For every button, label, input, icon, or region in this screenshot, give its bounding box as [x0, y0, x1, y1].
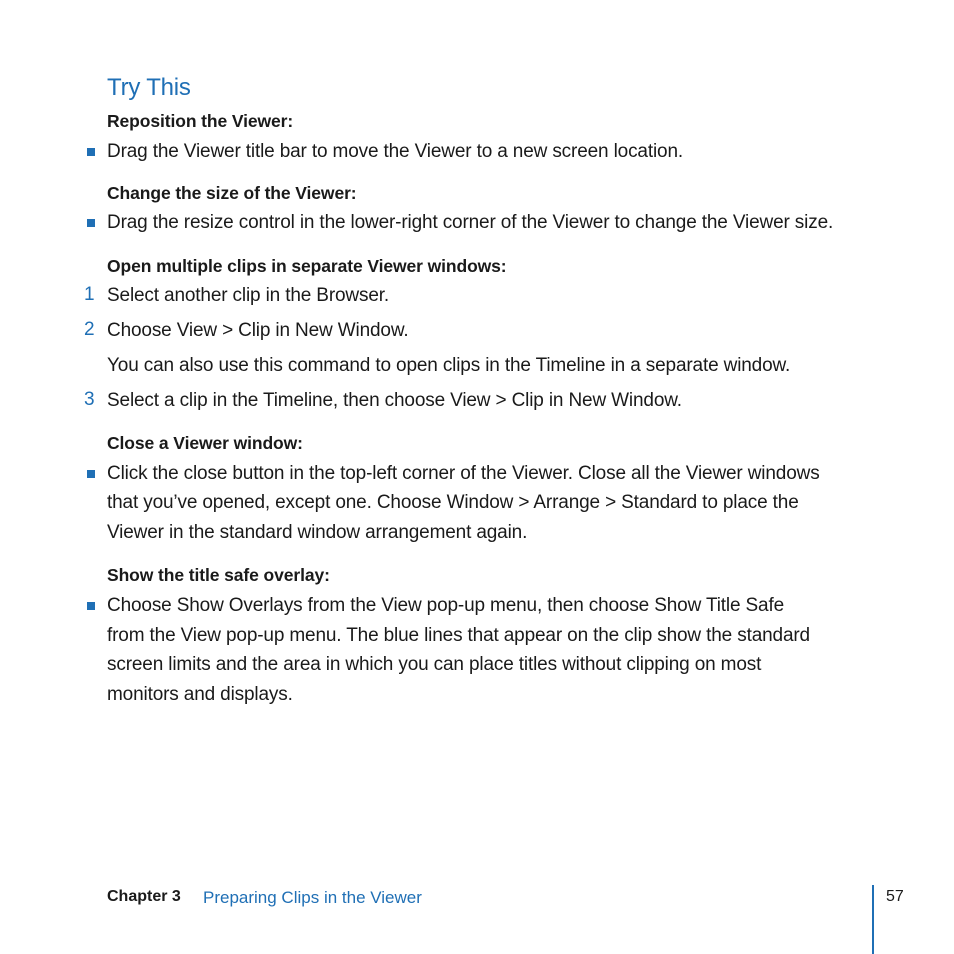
body-text: from the View pop-up menu. The blue lines that appear on the clip show the standard [107, 625, 810, 646]
body-text: monitors and displays. [107, 684, 293, 705]
step-number: 3 [84, 389, 95, 410]
body-text: screen limits and the area in which you can place titles without clipping on most [107, 654, 762, 675]
footer-divider [872, 885, 874, 954]
footer-chapter-title: Preparing Clips in the Viewer [203, 888, 422, 907]
body-text: Click the close button in the top-left corner of the Viewer. Close all the Viewer windows [107, 463, 820, 484]
bullet-marker [87, 470, 95, 478]
page-title: Try This [107, 74, 191, 101]
section-heading-resize: Change the size of the Viewer: [107, 183, 357, 203]
section-heading-multiple-clips: Open multiple clips in separate Viewer windows: [107, 256, 507, 276]
body-text: Choose Show Overlays from the View pop-up menu, then choose Show Title Safe [107, 595, 784, 616]
bullet-marker [87, 148, 95, 156]
body-text: that you’ve opened, except one. Choose Window > Arrange > Standard to place the [107, 492, 799, 513]
step-number: 1 [84, 284, 95, 305]
footer-chapter-label: Chapter 3 [107, 888, 181, 905]
body-text: Select a clip in the Timeline, then choose View > Clip in New Window. [107, 390, 682, 411]
section-heading-reposition: Reposition the Viewer: [107, 111, 294, 131]
body-text: Choose View > Clip in New Window. [107, 320, 409, 341]
body-text: Viewer in the standard window arrangement again. [107, 522, 528, 543]
body-text: Drag the Viewer title bar to move the Viewer to a new screen location. [107, 141, 683, 162]
step-number: 2 [84, 319, 95, 340]
page-number: 57 [886, 888, 904, 905]
body-text: You can also use this command to open clips in the Timeline in a separate window. [107, 355, 791, 376]
section-heading-close-viewer: Close a Viewer window: [107, 433, 303, 453]
body-text: Select another clip in the Browser. [107, 285, 390, 306]
body-text: Drag the resize control in the lower-right corner of the Viewer to change the Viewer size. [107, 212, 834, 233]
section-heading-title-safe: Show the title safe overlay: [107, 565, 330, 585]
bullet-marker [87, 602, 95, 610]
bullet-marker [87, 219, 95, 227]
